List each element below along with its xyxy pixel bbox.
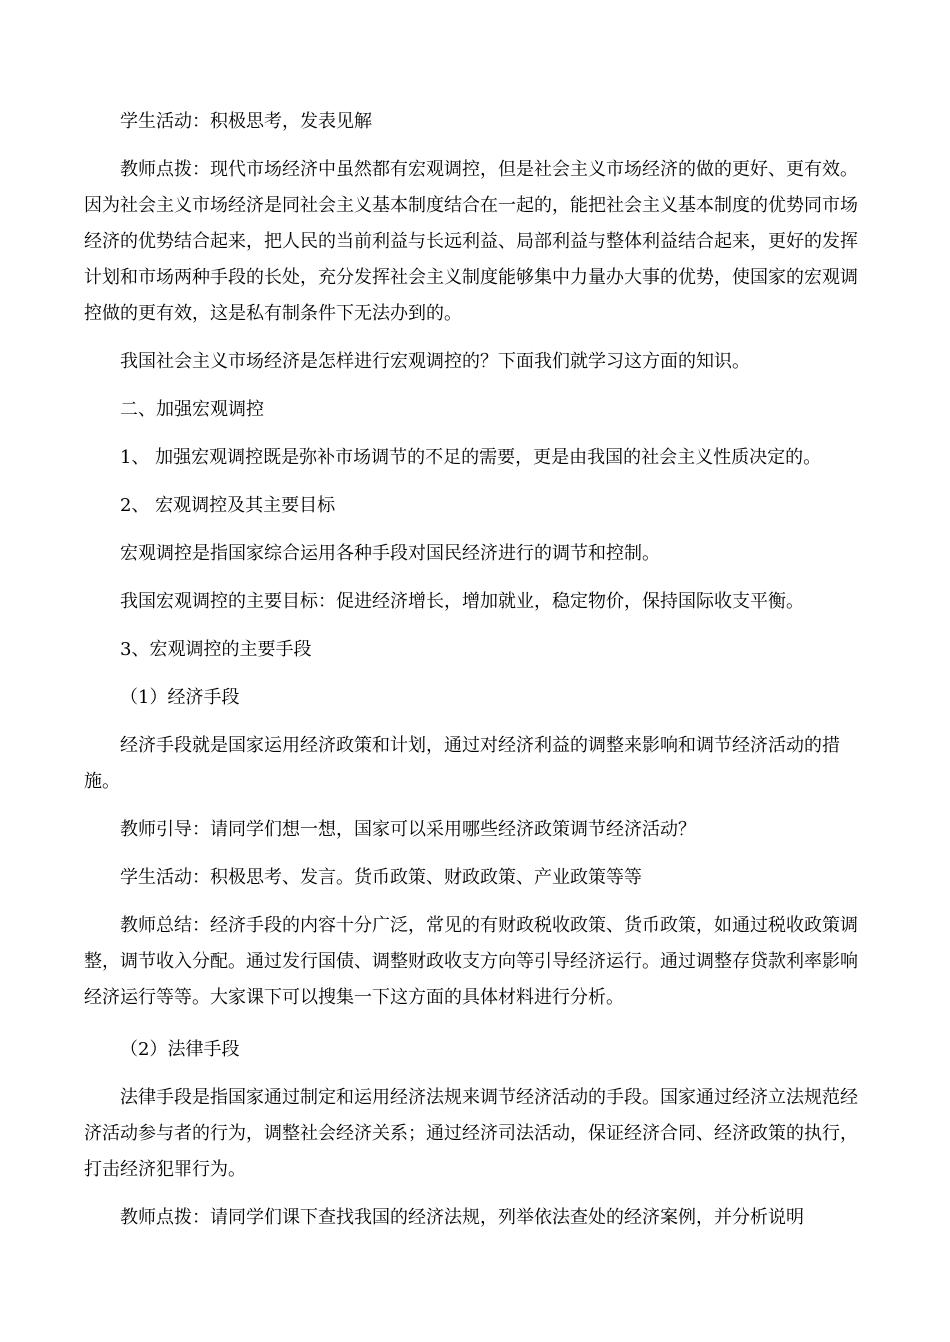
subheading-economic-means: （1）经济手段 — [120, 687, 240, 708]
paragraph-main-goals: 我国宏观调控的主要目标：促进经济增长，增加就业，稳定物价，保持国际收支平衡。 — [120, 591, 804, 612]
list-item-1: 1、 加强宏观调控既是弥补市场调节的不足的需要，更是由我国的社会主义性质决定的。 — [120, 447, 822, 468]
list-item-3: 3、宏观调控的主要手段 — [120, 639, 312, 660]
paragraph-student-activity-1: 学生活动：积极思考，发表见解 — [120, 111, 372, 132]
list-item-2: 2、 宏观调控及其主要目标 — [120, 495, 336, 516]
paragraph-legal-means: 法律手段是指国家通过制定和运用经济法规来调节经济活动的手段。国家通过经济立法规范经济活动参与者的行为，调整社会经济关系；通过经济司法活动，保证经济合同、经济政策的执行，打击经济犯罪行为。 — [84, 1087, 858, 1180]
paragraph-teacher-guidance-1: 教师点拨：现代市场经济中虽然都有宏观调控，但是社会主义市场经济的做的更好、更有效。因为社会主义市场经济是同社会主义基本制度结合在一起的，能把社会主义基本制度的优势同市场经济的优势结合起来，把人民的当前利益与长远利益、局部利益与整体利益结合起来，更好的发挥计划和市场两种手段的长处，充分发挥社会主义制度能够集中力量办大事的优势，使国家的宏观调控做的更有效，这是私有制条件下无法办到的。 — [84, 159, 858, 324]
paragraph-economic-means: 经济手段就是国家运用经济政策和计划，通过对经济利益的调整来影响和调节经济活动的措施。 — [84, 735, 840, 792]
paragraph-teacher-prompt: 教师引导：请同学们想一想，国家可以采用哪些经济政策调节经济活动？ — [120, 819, 696, 840]
heading-section-2: 二、加强宏观调控 — [120, 399, 264, 420]
paragraph-teacher-guidance-2: 教师点拨：请同学们课下查找我国的经济法规，列举依法查处的经济案例，并分析说明 — [120, 1207, 804, 1228]
subheading-legal-means: （2）法律手段 — [120, 1039, 240, 1060]
paragraph-transition: 我国社会主义市场经济是怎样进行宏观调控的？下面我们就学习这方面的知识。 — [120, 351, 750, 372]
paragraph-student-activity-2: 学生活动：积极思考、发言。货币政策、财政政策、产业政策等等 — [120, 867, 642, 888]
paragraph-definition: 宏观调控是指国家综合运用各种手段对国民经济进行的调节和控制。 — [120, 543, 660, 564]
paragraph-teacher-summary: 教师总结：经济手段的内容十分广泛，常见的有财政税收政策、货币政策，如通过税收政策调整，调节收入分配。通过发行国债、调整财政收支方向等引导经济运行。通过调整存贷款利率影响经济运行等等。大家课下可以搜集一下这方面的具体材料进行分析。 — [84, 915, 858, 1008]
